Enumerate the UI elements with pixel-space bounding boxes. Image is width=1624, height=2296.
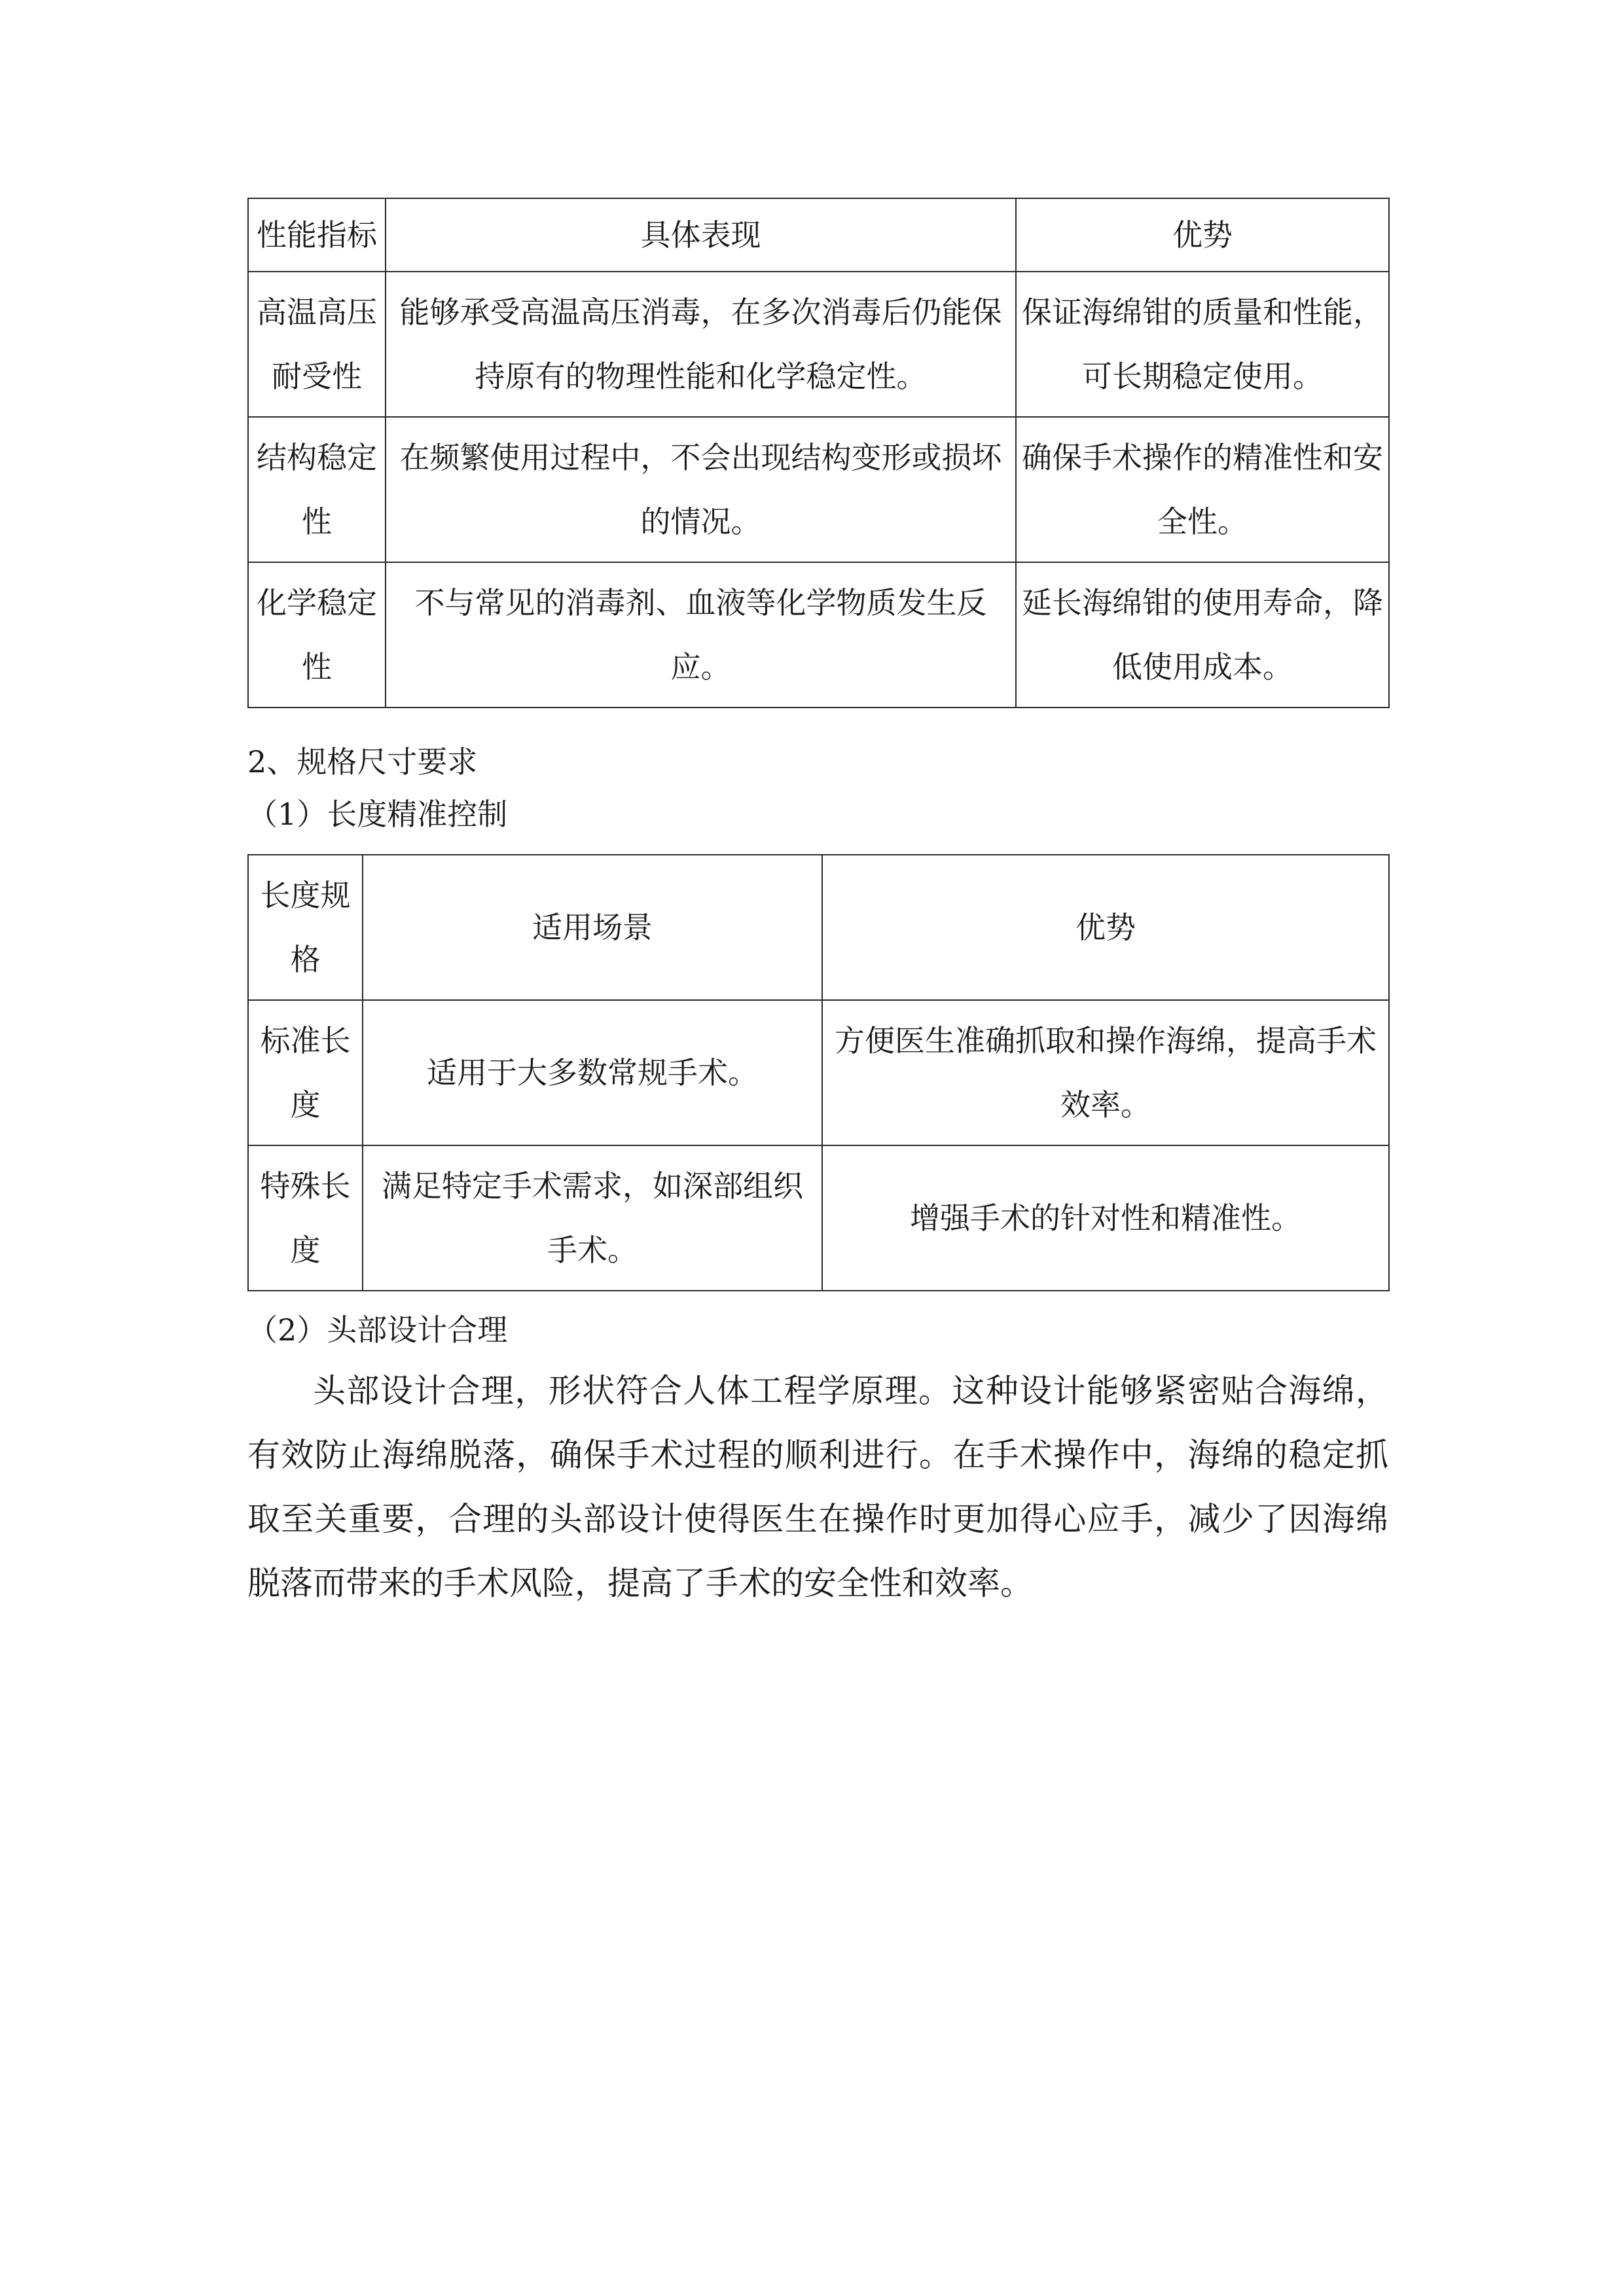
table-cell: 满足特定手术需求，如深部组织手术。: [363, 1145, 822, 1291]
table-row: [248, 562, 1389, 708]
table-header-cell: 适用场景: [363, 855, 822, 1000]
table-cell: 能够承受高温高压消毒，在多次消毒后仍能保持原有的物理性能和化学稳定性。: [386, 272, 1016, 417]
table-cell: 方便医生准确抓取和操作海绵，提高手术效率。: [822, 1000, 1389, 1145]
table-cell: 保证海绵钳的质量和性能，可长期稳定使用。: [1016, 272, 1389, 417]
table-cell: 不与常见的消毒剂、血液等化学物质发生反应。: [386, 562, 1016, 708]
length-table: [247, 854, 1390, 1291]
table-cell: 化学稳定性: [248, 562, 386, 708]
table-header-cell: 优势: [822, 855, 1389, 1000]
table-row: [248, 272, 1389, 417]
subsection-heading: （1）长度精准控制: [247, 797, 508, 832]
subsection-heading: （2）头部设计合理: [247, 1312, 508, 1348]
table-cell: 延长海绵钳的使用寿命，降低使用成本。: [1016, 562, 1389, 708]
table-header-cell: 长度规格: [248, 855, 363, 1000]
table-header-cell: 优势: [1016, 198, 1389, 272]
table-cell: 高温高压耐受性: [248, 272, 386, 417]
table-header-cell: 性能指标: [248, 198, 386, 272]
table-cell: 在频繁使用过程中，不会出现结构变形或损坏的情况。: [386, 417, 1016, 562]
table-cell: 增强手术的针对性和精准性。: [822, 1145, 1389, 1291]
section-heading: 2、规格尺寸要求: [247, 744, 478, 780]
table-header-row: [248, 855, 1389, 1000]
body-paragraph: 头部设计合理，形状符合人体工程学原理。这种设计能够紧密贴合海绵，有效防止海绵脱落，确保手术过程的顺利进行。在手术操作中，海绵的稳定抓取至关重要，合理的头部设计使得医生在操作时更加得心应手，减少了因海绵脱落而带来的手术风险，提高了手术的安全性和效率。: [247, 1372, 1388, 1602]
table-cell: 结构稳定性: [248, 417, 386, 562]
table-header-cell: 具体表现: [386, 198, 1016, 272]
table-row: [248, 1000, 1389, 1145]
table-cell: 特殊长度: [248, 1145, 363, 1291]
table-cell: 确保手术操作的精准性和安全性。: [1016, 417, 1389, 562]
table-cell: 适用于大多数常规手术。: [363, 1000, 822, 1145]
table-row: [248, 417, 1389, 562]
performance-table: [247, 198, 1390, 708]
table-row: [248, 1145, 1389, 1291]
table-cell: 标准长度: [248, 1000, 363, 1145]
table-header-row: [248, 198, 1389, 272]
